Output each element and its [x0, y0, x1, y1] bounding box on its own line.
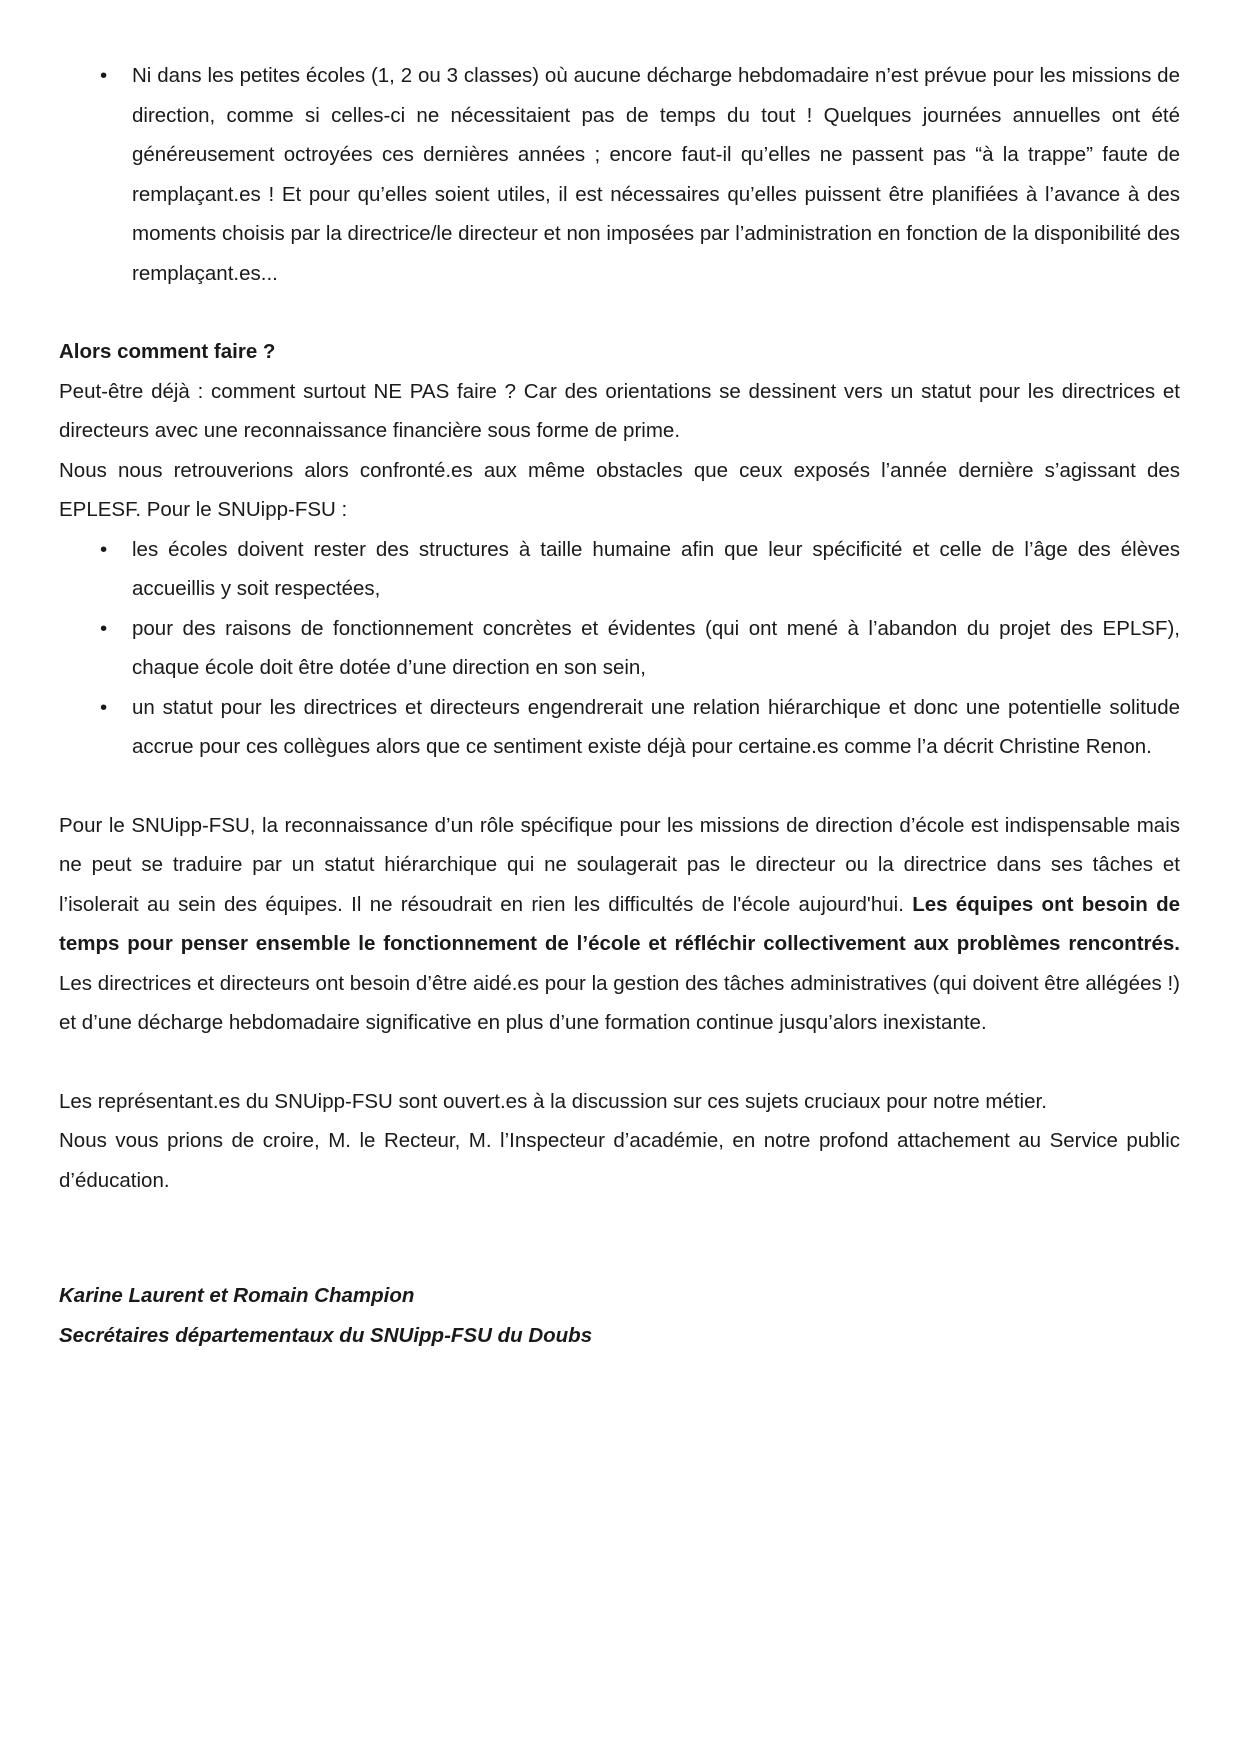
signature-names: Karine Laurent et Romain Champion [59, 1284, 415, 1307]
bullet-list-snuipp [59, 530, 1180, 767]
paragraph-3-start: Pour le SNUipp-FSU, la reconnaissance d’un rôle spécifique pour les missions de direction d’école est indispensable mais ne peut se traduire par un statut hiérarchique qui ne soulagerait pas le directeur ou la directrice dans ses tâches et l’isolerait au sein des équipes. Il ne résoudrait en rien les difficultés de l'école aujourd'hui. [59, 813, 1180, 916]
paragraph-1: Peut-être déjà : comment surtout NE PAS faire ? Car des orientations se dessinent vers un statut pour les directrices et directeurs avec une reconnaissance financière sous forme de prime. [59, 379, 1180, 442]
list-item: • pour des raisons de fonctionnement concrètes et évidentes (qui ont mené à l’abandon du projet des EPLSF), chaque école doit être dotée d’une direction en son sein, [59, 609, 1180, 688]
paragraph-5: Nous vous prions de croire, M. le Recteur, M. l’Inspecteur d’académie, en notre profond attachement au Service public d’éducation. [59, 1129, 1180, 1192]
signature-title: Secrétaires départementaux du SNUipp-FSU du Doubs [59, 1323, 593, 1347]
spacer [59, 293, 1180, 332]
list-item: • un statut pour les directrices et directeurs engendrerait une relation hiérarchique et donc une potentielle solitude accrue pour ces collègues alors que ce sentiment existe déjà pour certaine.es comme l’a décrit Christine Renon. [59, 688, 1180, 767]
paragraph-2: Nous nous retrouverions alors confronté.es aux même obstacles que ceux exposés l’année dernière s’agissant des EPLESF. Pour le SNUipp-FSU : [59, 458, 1180, 521]
document-page [59, 56, 1180, 1355]
section-heading: Alors comment faire ? [59, 340, 276, 363]
paragraph-3 [59, 806, 1180, 1043]
paragraph-3-bold: Les équipes ont besoin de temps pour penser ensemble le fonctionnement de l’école et réfléchir collectivement aux problèmes rencontrés. [59, 892, 1180, 955]
list-item: • les écoles doivent rester des structures à taille humaine afin que leur spécificité et celle de l’âge des élèves accueillis y soit respectées, [59, 530, 1180, 609]
spacer [59, 1043, 1180, 1082]
paragraph-4: Les représentant.es du SNUipp-FSU sont ouvert.es à la discussion sur ces sujets cruciaux pour notre métier. [59, 1089, 1047, 1113]
list-item: • Ni dans les petites écoles (1, 2 ou 3 classes) où aucune décharge hebdomadaire n’est prévue pour les missions de direction, comme si celles-ci ne nécessitaient pas de temps du tout ! Quelques journées annuelles ont été généreusement octroyées ces dernières années ; encore faut-il qu’elles ne passent pas “à la trappe” faute de remplaçant.es ! Et pour qu’elles soient utiles, il est nécessaires qu’elles puissent être planifiées à l’avance à des moments choisis par la directrice/le directeur et non imposées par l’administration en fonction de la disponibilité des remplaçant.es... [59, 56, 1180, 293]
spacer [59, 767, 1180, 806]
spacer [59, 1200, 1180, 1238]
bullet-list-top [59, 56, 1180, 293]
paragraph-3-end: Les directrices et directeurs ont besoin d’être aidé.es pour la gestion des tâches administratives (qui doivent être allégées !) et d’une décharge hebdomadaire significative en plus d’une formation continue jusqu’alors inexistante. [59, 971, 1180, 1034]
spacer [59, 1238, 1180, 1276]
